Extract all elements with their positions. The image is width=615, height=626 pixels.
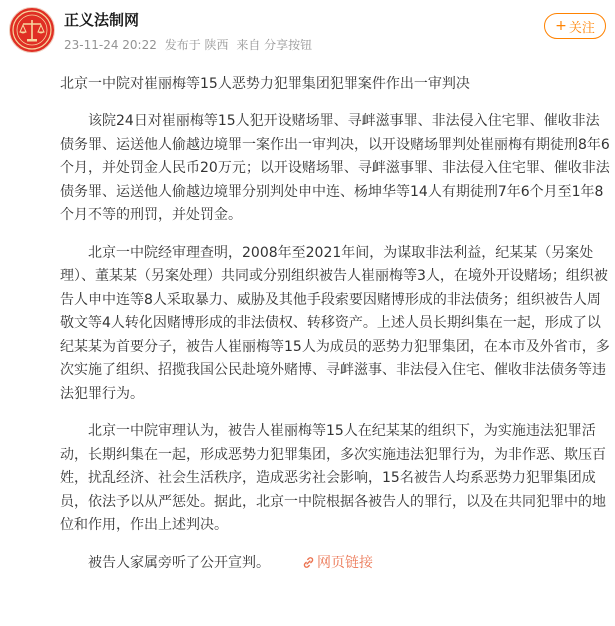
post-title: 北京一中院对崔丽梅等15人恶势力犯罪集团犯罪案件作出一审判决 [60, 76, 470, 92]
post-content [60, 110, 610, 591]
paragraph-2: 北京一中院经审理查明，2008年至2021年间，为谋取非法利益，纪某某（另案处理）、董某某（另案处理）共同或分别组织被告人崔丽梅等3人，在境外开设赌场；组织被告人申中连等8人采取暴力、威胁及其他手段索要因赌博形成的非法债务；组织被告人周敬文等4人转化因赌博形成的非法债权、转移资产。上述人员长期纠集在一起，形成了以纪某某为首要分子，被告人崔丽梅等15人为成员的恶势力犯罪集团，在本市及外省市，多次实施了组织、招揽我国公民赴境外赌博、寻衅滋事、非法侵入住宅、催收非法债务等违法犯罪行为。 [60, 244, 610, 402]
web-link-label: 网页链接 [317, 554, 373, 571]
plus-icon: + [555, 18, 567, 34]
author-name[interactable]: 正义法制网 [64, 11, 140, 29]
scales-of-justice-icon [10, 8, 54, 52]
post-source: 来自 分享按钮 [236, 38, 313, 52]
paragraph-3: 北京一中院审理认为，被告人崔丽梅等15人在纪某某的组织下，为实施违法犯罪活动，长期纠集在一起，形成恶势力犯罪集团，多次实施违法犯罪行为，为非作恶、欺压百姓，扰乱经济、社会生活秩序，造成恶劣社会影响，15名被告人均系恶势力犯罪集团成员，依法予以从严惩处。据此，北京一中院根据各被告人的罪行，以及在共同犯罪中的地位和作用，作出上述判决。 [60, 423, 606, 533]
paragraph-1: 该院24日对崔丽梅等15人犯开设赌场罪、寻衅滋事罪、非法侵入住宅罪、催收非法债务罪、运送他人偷越边境罪一案作出一审判决，以开设赌场罪判处崔丽梅有期徒刑8年6个月，并处罚金人民币20万元；以开设赌场罪、寻衅滋事罪、非法侵入住宅罪、催收非法债务罪、运送他人偷越边境罪分别判处申中连、杨坤华等14人有期徒刑7年6个月至1年8个月不等的刑罚，并处罚金。 [60, 113, 610, 223]
last-paragraph-text: 被告人家属旁听了公开宣判。 [88, 554, 270, 571]
post-meta [64, 36, 316, 53]
post-header [0, 0, 615, 70]
post-time[interactable]: 23-11-24 20:22 [64, 38, 157, 52]
avatar[interactable] [9, 7, 55, 53]
paragraph-4 [60, 552, 610, 578]
link-icon [274, 554, 315, 578]
follow-label: 关注 [568, 20, 595, 36]
follow-button[interactable] [544, 13, 606, 39]
web-link[interactable] [274, 555, 373, 571]
post-location: 发布于 陕西 [164, 38, 229, 52]
